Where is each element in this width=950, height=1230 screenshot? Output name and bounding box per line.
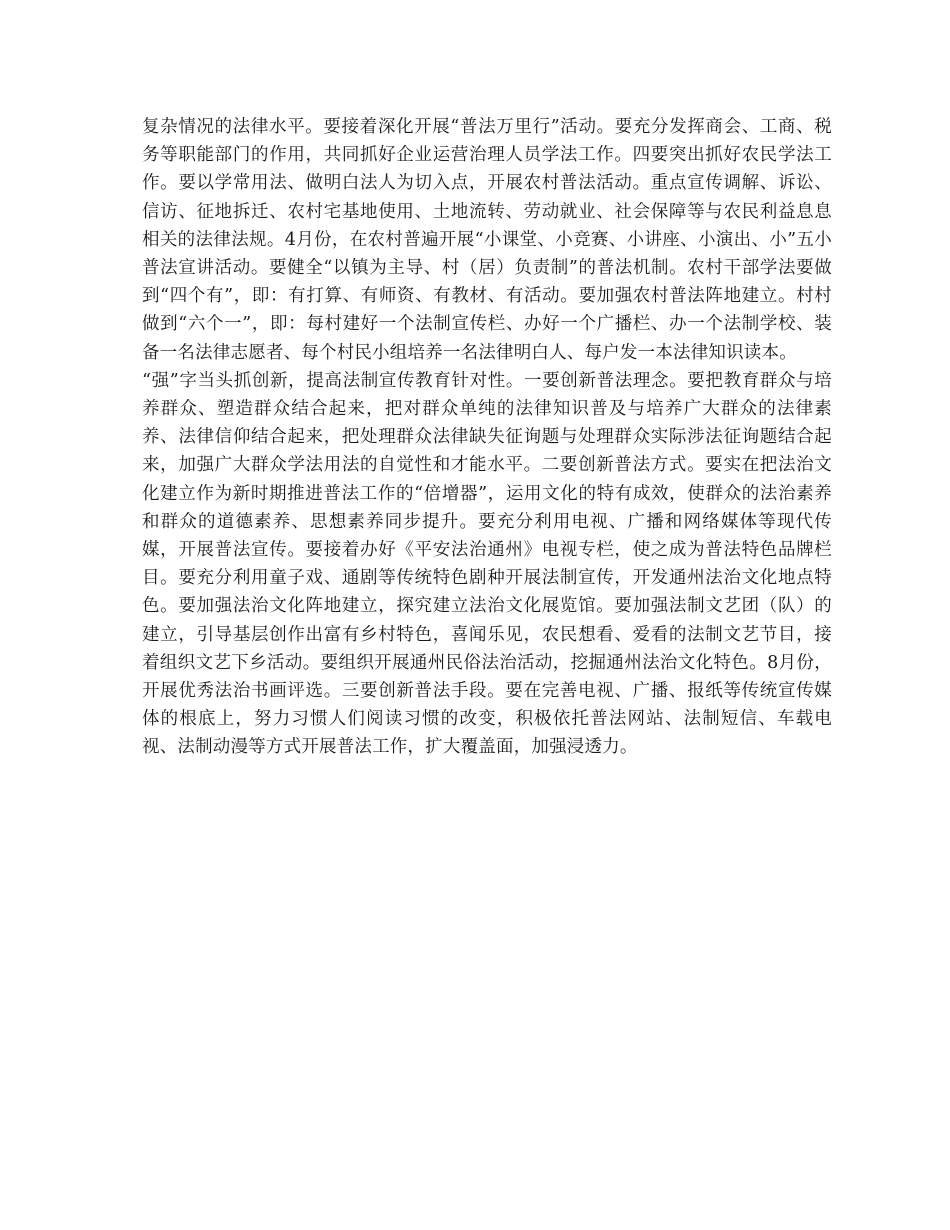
- paragraph-rural-legal-education: 复杂情况的法律水平。要接着深化开展“普法万里行”活动。要充分发挥商会、工商、税务等职能部门的作用，共同抓好企业运营治理人员学法工作。四要突出抓好农民学法工作。要以学常用法、做明白法人为切入点，开展农村普法活动。重点宣传调解、诉讼、信访、征地拆迁、农村宅基地使用、土地流转、劳动就业、社会保障等与农民利益息息相关的法律法规。4月份，在农村普遍开展“小课堂、小竞赛、小讲座、小演出、小”五小普法宣讲活动。要健全“以镇为主导、村（居）负责制”的普法机制。农村干部学法要做到“四个有”，即：有打算、有师资、有教材、有活动。要加强农村普法阵地建立。村村做到“六个一”，即：每村建好一个法制宣传栏、办好一个广播栏、办一个法制学校、装备一名法律志愿者、每个村民小组培养一名法律明白人、每户发一本法律知识读本。: [142, 117, 832, 363]
- paragraph-innovation-legal-publicity: “强”字当头抓创新，提高法制宣传教育针对性。一要创新普法理念。要把教育群众与培养群众、塑造群众结合起来，把对群众单纯的法律知识普及与培养广大群众的法律素养、法律信仰结合起来，把处理群众法律缺失征询题与处理群众实际涉法征询题结合起来，加强广大群众学法用法的自觉性和才能水平。二要创新普法方式。要实在把法治文化建立作为新时期推进普法工作的“倍增器”，运用文化的特有成效，使群众的法治素养和群众的道德素养、思想素养同步提升。要充分利用电视、广播和网络媒体等现代传媒，开展普法宣传。要接着办好《平安法治通州》电视专栏，使之成为普法特色品牌栏目。要充分利用童子戏、通剧等传统特色剧种开展法制宣传，开发通州法治文化地点特色。要加强法治文化阵地建立，探究建立法治文化展览馆。要加强法制文艺团（队）的建立，引导基层创作出富有乡村特色，喜闻乐见，农民想看、爱看的法制文艺节目，接着组织文艺下乡活动。要组织开展通州民俗法治活动，挖掘通州法治文化特色。8月份，开展优秀法治书画评选。三要创新普法手段。要在完善电视、广播、报纸等传统宣传媒体的根底上，努力习惯人们阅读习惯的改变，积极依托普法网站、法制短信、车载电视、法制动漫等方式开展普法工作，扩大覆盖面，加强浸透力。: [142, 370, 832, 758]
- document-body: [142, 113, 832, 762]
